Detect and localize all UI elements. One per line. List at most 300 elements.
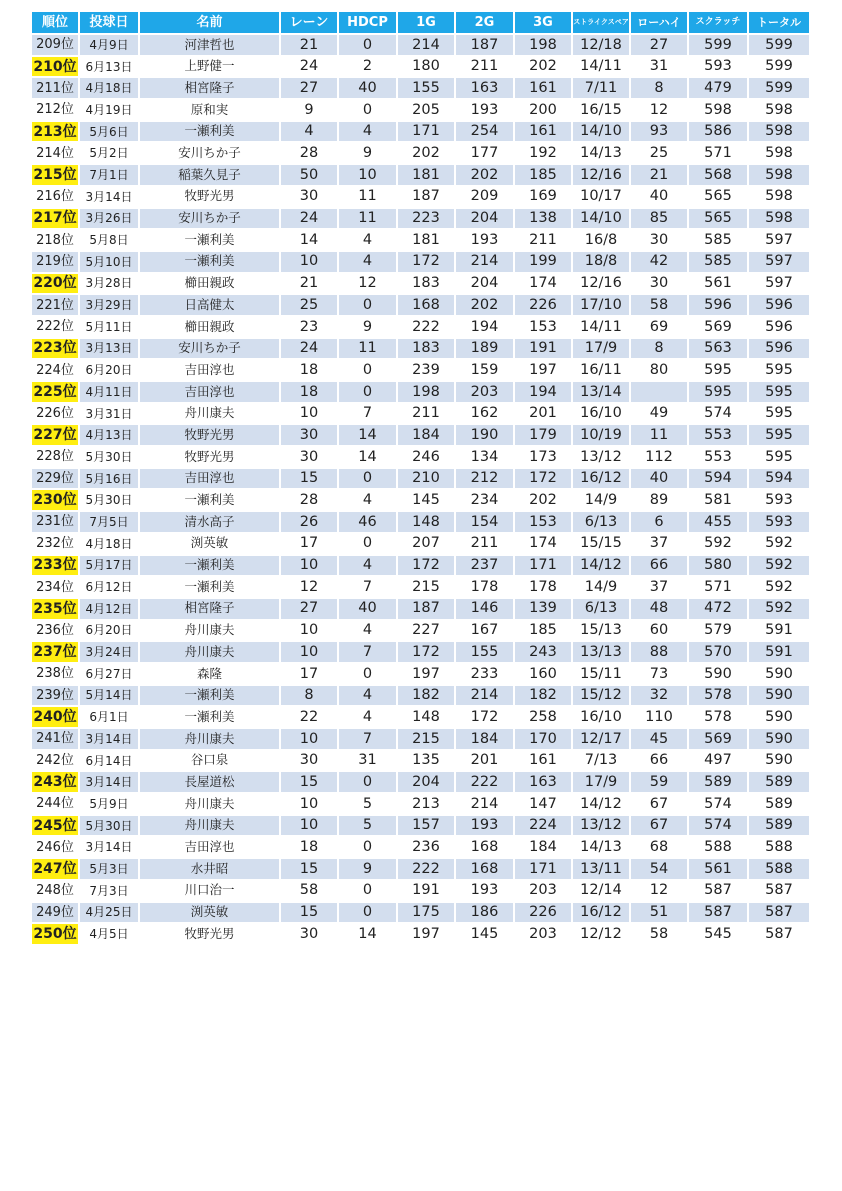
- date-cell: 7月3日: [80, 881, 140, 903]
- total-cell: 595: [749, 382, 811, 404]
- lane-cell: 50: [281, 165, 339, 187]
- game2-cell: 212: [456, 469, 515, 491]
- total-cell: 598: [749, 165, 811, 187]
- game3-cell: 192: [515, 143, 573, 165]
- table-row: [32, 274, 811, 296]
- game3-cell: 161: [515, 78, 573, 100]
- lane-cell: 21: [281, 274, 339, 296]
- date-cell: 4月5日: [80, 924, 140, 946]
- hdcp-cell: 7: [339, 642, 398, 664]
- rank-cell: 209位: [32, 35, 80, 57]
- strike-spare-cell: 17/9: [573, 772, 631, 794]
- game1-cell: 197: [398, 924, 456, 946]
- game2-cell: 209: [456, 187, 515, 209]
- game3-cell: 160: [515, 664, 573, 686]
- rank-cell: 239位: [32, 686, 80, 708]
- table-row: [32, 404, 811, 426]
- header-strike-spare: ストライクスペア: [573, 12, 631, 35]
- table-row: [32, 295, 811, 317]
- date-cell: 4月12日: [80, 599, 140, 621]
- total-cell: 595: [749, 404, 811, 426]
- name-cell: 一瀬利美: [140, 230, 281, 252]
- lane-cell: 18: [281, 360, 339, 382]
- game1-cell: 180: [398, 57, 456, 79]
- name-cell: 谷口泉: [140, 751, 281, 773]
- hdcp-cell: 9: [339, 859, 398, 881]
- total-cell: 598: [749, 122, 811, 144]
- rank-cell: 227位: [32, 425, 80, 447]
- table-row: [32, 556, 811, 578]
- strike-spare-cell: 14/13: [573, 143, 631, 165]
- table-row: [32, 252, 811, 274]
- name-cell: 吉田淳也: [140, 837, 281, 859]
- lowhigh-cell: 8: [631, 78, 689, 100]
- game2-cell: 154: [456, 512, 515, 534]
- rank-cell: 231位: [32, 512, 80, 534]
- header-hdcp: HDCP: [339, 12, 398, 35]
- table-row: [32, 122, 811, 144]
- game1-cell: 183: [398, 339, 456, 361]
- lane-cell: 30: [281, 751, 339, 773]
- lane-cell: 10: [281, 794, 339, 816]
- strike-spare-cell: 14/13: [573, 837, 631, 859]
- game1-cell: 202: [398, 143, 456, 165]
- lane-cell: 9: [281, 100, 339, 122]
- table-row: [32, 209, 811, 231]
- strike-spare-cell: 7/13: [573, 751, 631, 773]
- lane-cell: 10: [281, 404, 339, 426]
- total-cell: 591: [749, 621, 811, 643]
- lane-cell: 10: [281, 252, 339, 274]
- game1-cell: 213: [398, 794, 456, 816]
- game3-cell: 184: [515, 837, 573, 859]
- header-scratch: スクラッチ: [689, 12, 749, 35]
- game2-cell: 202: [456, 165, 515, 187]
- game1-cell: 155: [398, 78, 456, 100]
- lane-cell: 10: [281, 556, 339, 578]
- game3-cell: 202: [515, 490, 573, 512]
- name-cell: 一瀬利美: [140, 577, 281, 599]
- date-cell: 6月20日: [80, 360, 140, 382]
- rank-cell: 235位: [32, 599, 80, 621]
- game1-cell: 172: [398, 556, 456, 578]
- table-row: [32, 382, 811, 404]
- lane-cell: 18: [281, 837, 339, 859]
- lowhigh-cell: 66: [631, 751, 689, 773]
- name-cell: 一瀬利美: [140, 122, 281, 144]
- name-cell: 牧野光男: [140, 425, 281, 447]
- game2-cell: 168: [456, 859, 515, 881]
- game2-cell: 178: [456, 577, 515, 599]
- hdcp-cell: 40: [339, 78, 398, 100]
- lowhigh-cell: 40: [631, 469, 689, 491]
- date-cell: 6月27日: [80, 664, 140, 686]
- strike-spare-cell: 16/15: [573, 100, 631, 122]
- date-cell: 4月9日: [80, 35, 140, 57]
- hdcp-cell: 14: [339, 924, 398, 946]
- hdcp-cell: 4: [339, 230, 398, 252]
- lowhigh-cell: 51: [631, 903, 689, 925]
- total-cell: 588: [749, 859, 811, 881]
- header-date: 投球日: [80, 12, 140, 35]
- total-cell: 599: [749, 57, 811, 79]
- strike-spare-cell: 17/9: [573, 339, 631, 361]
- date-cell: 3月13日: [80, 339, 140, 361]
- rank-cell: 233位: [32, 556, 80, 578]
- lowhigh-cell: 6: [631, 512, 689, 534]
- game1-cell: 223: [398, 209, 456, 231]
- strike-spare-cell: 14/12: [573, 556, 631, 578]
- total-cell: 593: [749, 512, 811, 534]
- game2-cell: 204: [456, 209, 515, 231]
- game3-cell: 203: [515, 924, 573, 946]
- header-lowhigh: ローハイ: [631, 12, 689, 35]
- game2-cell: 159: [456, 360, 515, 382]
- strike-spare-cell: 15/11: [573, 664, 631, 686]
- strike-spare-cell: 13/12: [573, 816, 631, 838]
- hdcp-cell: 11: [339, 209, 398, 231]
- game3-cell: 138: [515, 209, 573, 231]
- rank-cell: 241位: [32, 729, 80, 751]
- date-cell: 3月29日: [80, 295, 140, 317]
- strike-spare-cell: 14/11: [573, 57, 631, 79]
- hdcp-cell: 9: [339, 317, 398, 339]
- game1-cell: 181: [398, 165, 456, 187]
- strike-spare-cell: 12/16: [573, 274, 631, 296]
- strike-spare-cell: 15/12: [573, 686, 631, 708]
- table-row: [32, 621, 811, 643]
- lowhigh-cell: 66: [631, 556, 689, 578]
- rank-cell: 226位: [32, 404, 80, 426]
- rank-cell: 240位: [32, 707, 80, 729]
- date-cell: 4月18日: [80, 78, 140, 100]
- scratch-cell: 588: [689, 837, 749, 859]
- strike-spare-cell: 15/13: [573, 621, 631, 643]
- table-row: [32, 360, 811, 382]
- date-cell: 3月31日: [80, 404, 140, 426]
- lowhigh-cell: 37: [631, 534, 689, 556]
- lowhigh-cell: 32: [631, 686, 689, 708]
- strike-spare-cell: 16/11: [573, 360, 631, 382]
- scratch-cell: 565: [689, 209, 749, 231]
- name-cell: 長屋道松: [140, 772, 281, 794]
- lane-cell: 22: [281, 707, 339, 729]
- game1-cell: 148: [398, 512, 456, 534]
- lowhigh-cell: 58: [631, 924, 689, 946]
- game1-cell: 207: [398, 534, 456, 556]
- game2-cell: 134: [456, 447, 515, 469]
- game3-cell: 174: [515, 274, 573, 296]
- game1-cell: 145: [398, 490, 456, 512]
- table-row: [32, 751, 811, 773]
- header-total: トータル: [749, 12, 811, 35]
- lowhigh-cell: 48: [631, 599, 689, 621]
- game2-cell: 194: [456, 317, 515, 339]
- name-cell: 原和実: [140, 100, 281, 122]
- table-row: [32, 425, 811, 447]
- strike-spare-cell: 6/13: [573, 599, 631, 621]
- scratch-cell: 598: [689, 100, 749, 122]
- date-cell: 5月3日: [80, 859, 140, 881]
- date-cell: 6月20日: [80, 621, 140, 643]
- date-cell: 4月25日: [80, 903, 140, 925]
- scratch-cell: 580: [689, 556, 749, 578]
- lowhigh-cell: 45: [631, 729, 689, 751]
- hdcp-cell: 5: [339, 816, 398, 838]
- name-cell: 舟川康夫: [140, 729, 281, 751]
- name-cell: 一瀬利美: [140, 686, 281, 708]
- rank-cell: 211位: [32, 78, 80, 100]
- game2-cell: 155: [456, 642, 515, 664]
- table-row: [32, 729, 811, 751]
- hdcp-cell: 7: [339, 404, 398, 426]
- ranking-table: [32, 12, 811, 946]
- game1-cell: 183: [398, 274, 456, 296]
- total-cell: 594: [749, 469, 811, 491]
- table-row: [32, 837, 811, 859]
- lowhigh-cell: 60: [631, 621, 689, 643]
- scratch-cell: 497: [689, 751, 749, 773]
- date-cell: 5月30日: [80, 447, 140, 469]
- game3-cell: 226: [515, 295, 573, 317]
- table-row: [32, 534, 811, 556]
- name-cell: 舟川康夫: [140, 794, 281, 816]
- lane-cell: 18: [281, 382, 339, 404]
- hdcp-cell: 40: [339, 599, 398, 621]
- game1-cell: 187: [398, 599, 456, 621]
- lowhigh-cell: 67: [631, 816, 689, 838]
- rank-cell: 246位: [32, 837, 80, 859]
- hdcp-cell: 46: [339, 512, 398, 534]
- game2-cell: 186: [456, 903, 515, 925]
- lowhigh-cell: 69: [631, 317, 689, 339]
- name-cell: 相宮隆子: [140, 78, 281, 100]
- name-cell: 河津哲也: [140, 35, 281, 57]
- lowhigh-cell: 40: [631, 187, 689, 209]
- game3-cell: 199: [515, 252, 573, 274]
- game2-cell: 193: [456, 816, 515, 838]
- date-cell: 7月1日: [80, 165, 140, 187]
- date-cell: 6月12日: [80, 577, 140, 599]
- date-cell: 3月14日: [80, 729, 140, 751]
- scratch-cell: 587: [689, 903, 749, 925]
- hdcp-cell: 0: [339, 881, 398, 903]
- total-cell: 589: [749, 816, 811, 838]
- game2-cell: 184: [456, 729, 515, 751]
- header-rank: 順位: [32, 12, 80, 35]
- scratch-cell: 570: [689, 642, 749, 664]
- scratch-cell: 553: [689, 425, 749, 447]
- header-row: [32, 12, 811, 35]
- lowhigh-cell: 42: [631, 252, 689, 274]
- game2-cell: 234: [456, 490, 515, 512]
- lane-cell: 24: [281, 57, 339, 79]
- scratch-cell: 472: [689, 599, 749, 621]
- strike-spare-cell: 14/11: [573, 317, 631, 339]
- lane-cell: 25: [281, 295, 339, 317]
- rank-cell: 236位: [32, 621, 80, 643]
- game3-cell: 170: [515, 729, 573, 751]
- game1-cell: 211: [398, 404, 456, 426]
- rank-cell: 229位: [32, 469, 80, 491]
- total-cell: 596: [749, 339, 811, 361]
- lowhigh-cell: 110: [631, 707, 689, 729]
- table-row: [32, 317, 811, 339]
- name-cell: 川口治一: [140, 881, 281, 903]
- scratch-cell: 565: [689, 187, 749, 209]
- total-cell: 590: [749, 664, 811, 686]
- table-row: [32, 881, 811, 903]
- game1-cell: 246: [398, 447, 456, 469]
- game2-cell: 237: [456, 556, 515, 578]
- hdcp-cell: 14: [339, 447, 398, 469]
- name-cell: 舟川康夫: [140, 816, 281, 838]
- table-row: [32, 859, 811, 881]
- table-row: [32, 57, 811, 79]
- name-cell: 相宮隆子: [140, 599, 281, 621]
- game3-cell: 194: [515, 382, 573, 404]
- total-cell: 597: [749, 274, 811, 296]
- game2-cell: 204: [456, 274, 515, 296]
- table-row: [32, 230, 811, 252]
- scratch-cell: 479: [689, 78, 749, 100]
- name-cell: 安川ちか子: [140, 209, 281, 231]
- date-cell: 6月1日: [80, 707, 140, 729]
- game2-cell: 201: [456, 751, 515, 773]
- rank-cell: 250位: [32, 924, 80, 946]
- game1-cell: 135: [398, 751, 456, 773]
- game3-cell: 191: [515, 339, 573, 361]
- lowhigh-cell: 58: [631, 295, 689, 317]
- total-cell: 590: [749, 729, 811, 751]
- lowhigh-cell: 89: [631, 490, 689, 512]
- date-cell: 3月26日: [80, 209, 140, 231]
- total-cell: 592: [749, 577, 811, 599]
- game1-cell: 171: [398, 122, 456, 144]
- scratch-cell: 585: [689, 230, 749, 252]
- game2-cell: 211: [456, 534, 515, 556]
- strike-spare-cell: 13/13: [573, 642, 631, 664]
- hdcp-cell: 0: [339, 35, 398, 57]
- game1-cell: 157: [398, 816, 456, 838]
- strike-spare-cell: 12/12: [573, 924, 631, 946]
- game3-cell: 200: [515, 100, 573, 122]
- date-cell: 5月2日: [80, 143, 140, 165]
- lane-cell: 8: [281, 686, 339, 708]
- lowhigh-cell: 31: [631, 57, 689, 79]
- table-row: [32, 490, 811, 512]
- game2-cell: 167: [456, 621, 515, 643]
- lane-cell: 27: [281, 78, 339, 100]
- scratch-cell: 561: [689, 274, 749, 296]
- scratch-cell: 593: [689, 57, 749, 79]
- game2-cell: 172: [456, 707, 515, 729]
- scratch-cell: 590: [689, 664, 749, 686]
- lowhigh-cell: 112: [631, 447, 689, 469]
- date-cell: 5月9日: [80, 794, 140, 816]
- lane-cell: 4: [281, 122, 339, 144]
- lowhigh-cell: 54: [631, 859, 689, 881]
- total-cell: 595: [749, 360, 811, 382]
- table-row: [32, 816, 811, 838]
- game1-cell: 168: [398, 295, 456, 317]
- total-cell: 598: [749, 187, 811, 209]
- rank-cell: 228位: [32, 447, 80, 469]
- total-cell: 590: [749, 686, 811, 708]
- game1-cell: 227: [398, 621, 456, 643]
- hdcp-cell: 4: [339, 252, 398, 274]
- game3-cell: 198: [515, 35, 573, 57]
- lowhigh-cell: 37: [631, 577, 689, 599]
- lane-cell: 58: [281, 881, 339, 903]
- hdcp-cell: 11: [339, 187, 398, 209]
- game3-cell: 178: [515, 577, 573, 599]
- rank-cell: 223位: [32, 339, 80, 361]
- scratch-cell: 571: [689, 577, 749, 599]
- scratch-cell: 599: [689, 35, 749, 57]
- total-cell: 587: [749, 881, 811, 903]
- total-cell: 599: [749, 78, 811, 100]
- strike-spare-cell: 16/10: [573, 707, 631, 729]
- rank-cell: 248位: [32, 881, 80, 903]
- strike-spare-cell: 17/10: [573, 295, 631, 317]
- hdcp-cell: 4: [339, 686, 398, 708]
- rank-cell: 245位: [32, 816, 80, 838]
- game1-cell: 172: [398, 252, 456, 274]
- lowhigh-cell: 88: [631, 642, 689, 664]
- rank-cell: 234位: [32, 577, 80, 599]
- lowhigh-cell: 49: [631, 404, 689, 426]
- hdcp-cell: 2: [339, 57, 398, 79]
- game3-cell: 147: [515, 794, 573, 816]
- name-cell: 一瀬利美: [140, 490, 281, 512]
- game3-cell: 171: [515, 859, 573, 881]
- game3-cell: 197: [515, 360, 573, 382]
- game3-cell: 179: [515, 425, 573, 447]
- rank-cell: 225位: [32, 382, 80, 404]
- scratch-cell: 578: [689, 686, 749, 708]
- lane-cell: 24: [281, 209, 339, 231]
- lowhigh-cell: 12: [631, 100, 689, 122]
- game2-cell: 193: [456, 230, 515, 252]
- date-cell: 6月14日: [80, 751, 140, 773]
- total-cell: 596: [749, 295, 811, 317]
- strike-spare-cell: 14/9: [573, 490, 631, 512]
- total-cell: 598: [749, 100, 811, 122]
- lowhigh-cell: 30: [631, 230, 689, 252]
- name-cell: 渕英敏: [140, 903, 281, 925]
- table-row: [32, 469, 811, 491]
- scratch-cell: 589: [689, 772, 749, 794]
- name-cell: 一瀬利美: [140, 707, 281, 729]
- lane-cell: 21: [281, 35, 339, 57]
- game3-cell: 171: [515, 556, 573, 578]
- total-cell: 598: [749, 143, 811, 165]
- game1-cell: 215: [398, 577, 456, 599]
- hdcp-cell: 4: [339, 556, 398, 578]
- lane-cell: 15: [281, 469, 339, 491]
- lane-cell: 10: [281, 642, 339, 664]
- game2-cell: 193: [456, 881, 515, 903]
- rank-cell: 218位: [32, 230, 80, 252]
- date-cell: 7月5日: [80, 512, 140, 534]
- total-cell: 597: [749, 230, 811, 252]
- date-cell: 5月6日: [80, 122, 140, 144]
- date-cell: 5月17日: [80, 556, 140, 578]
- hdcp-cell: 11: [339, 339, 398, 361]
- hdcp-cell: 31: [339, 751, 398, 773]
- total-cell: 587: [749, 903, 811, 925]
